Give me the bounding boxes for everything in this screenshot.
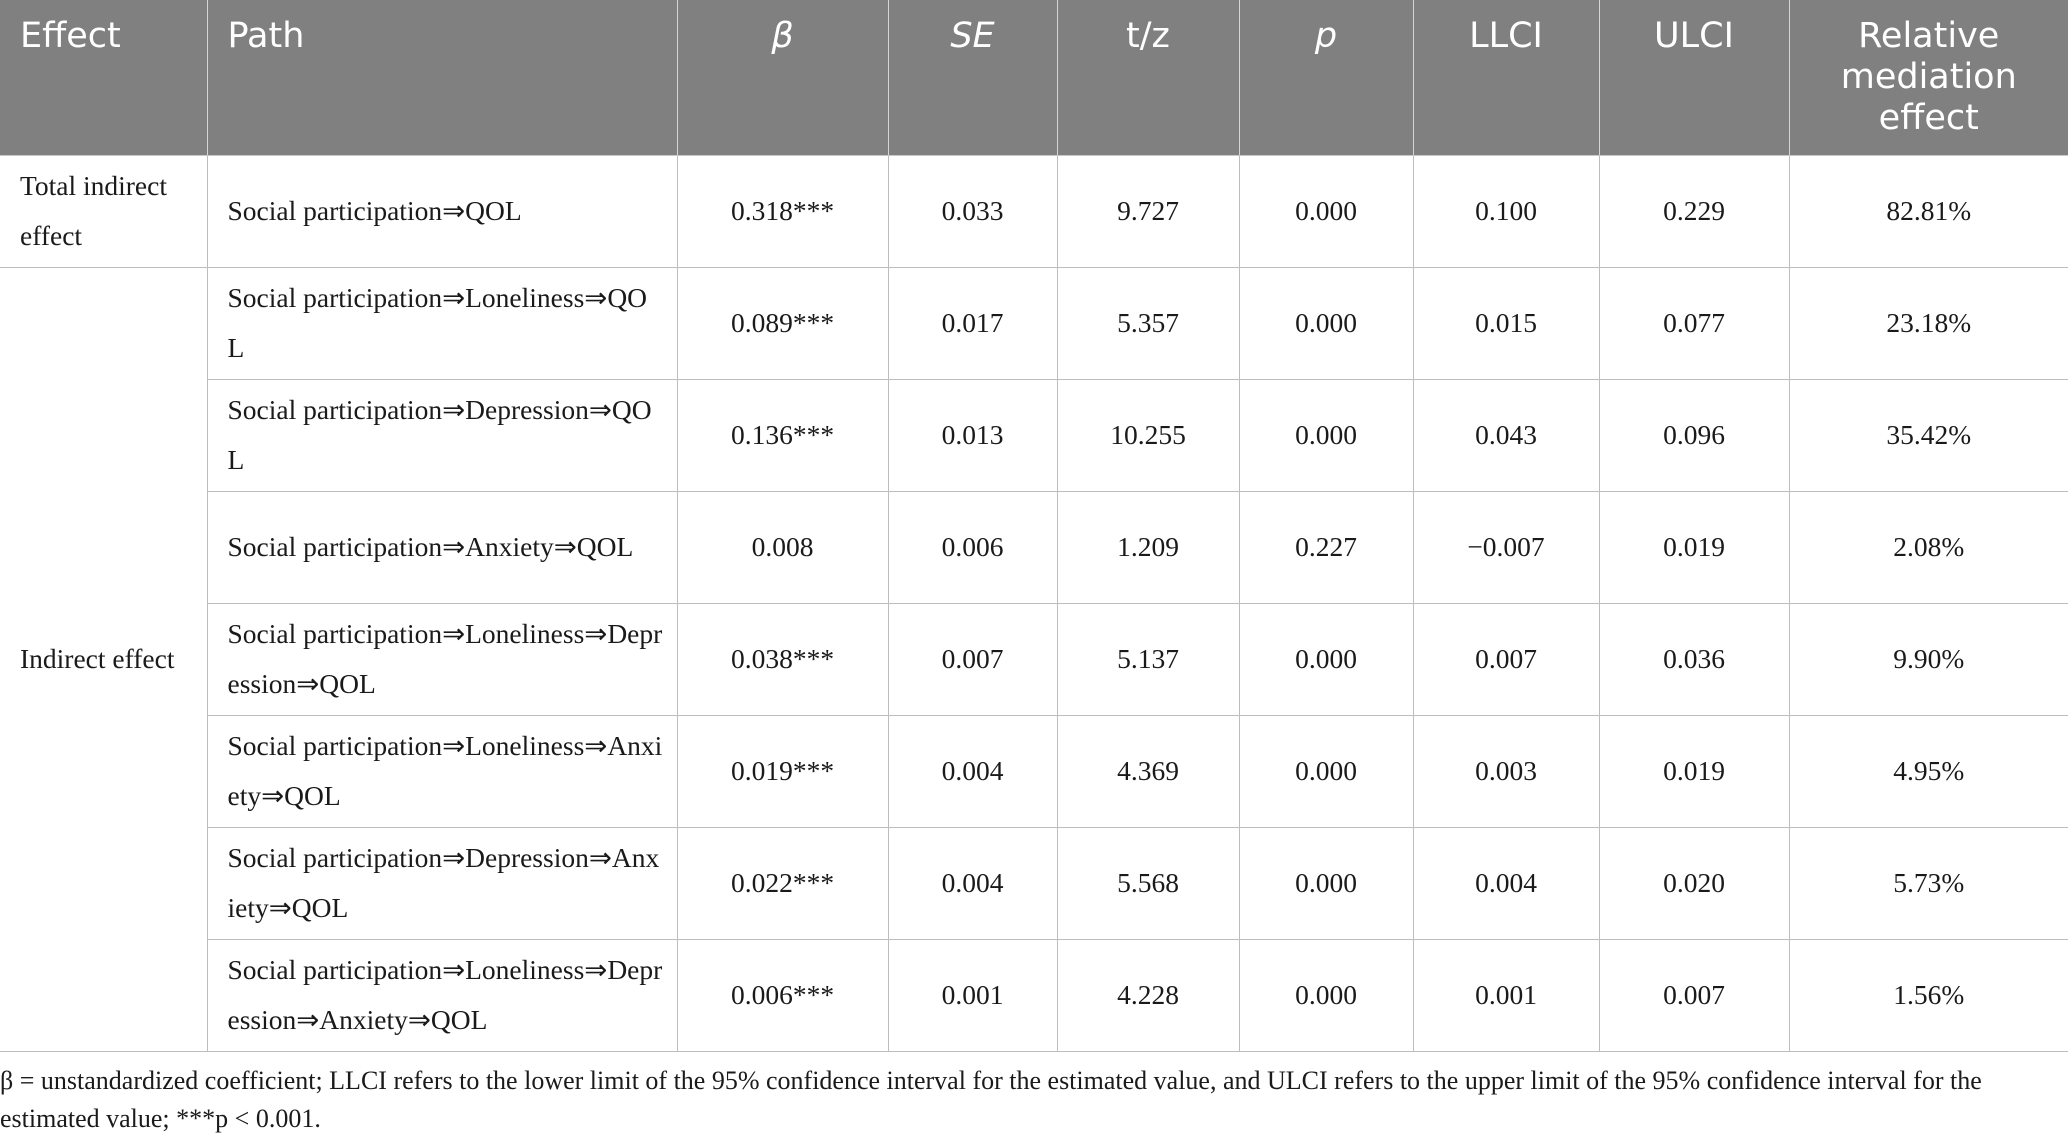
table-body — [0, 155, 2068, 1051]
beta-cell: 0.006*** — [677, 939, 888, 1051]
path-cell: Social participation⇒Anxiety⇒QOL — [207, 491, 677, 603]
tz-cell: 5.137 — [1057, 603, 1239, 715]
ulci-cell: 0.019 — [1599, 491, 1789, 603]
beta-cell: 0.008 — [677, 491, 888, 603]
llci-cell: −0.007 — [1413, 491, 1599, 603]
path-cell: Social participation⇒QOL — [207, 155, 677, 267]
beta-cell: 0.038*** — [677, 603, 888, 715]
ulci-cell: 0.229 — [1599, 155, 1789, 267]
header-beta-label: β — [771, 16, 794, 56]
table-row — [0, 603, 2068, 715]
table-row — [0, 939, 2068, 1051]
tz-cell: 9.727 — [1057, 155, 1239, 267]
table-row — [0, 155, 2068, 267]
llci-cell: 0.007 — [1413, 603, 1599, 715]
se-cell: 0.001 — [888, 939, 1057, 1051]
path-cell: Social participation⇒Depression⇒Anxiety⇒QOL — [207, 827, 677, 939]
table-row — [0, 379, 2068, 491]
ulci-cell: 0.036 — [1599, 603, 1789, 715]
relative-effect-cell: 2.08% — [1789, 491, 2068, 603]
table-footnote: β = unstandardized coefficient; LLCI refers to the lower limit of the 95% confidence interval for the estimated value, and ULCI refers to the upper limit of the 95% confidence interval for the estimated value; ***p < 0.001. — [0, 1066, 1982, 1133]
beta-cell: 0.019*** — [677, 715, 888, 827]
header-se-label: SE — [950, 16, 995, 56]
llci-cell: 0.004 — [1413, 827, 1599, 939]
beta-cell: 0.136*** — [677, 379, 888, 491]
effect-cell-total: Total indirect effect — [0, 155, 207, 267]
ulci-cell: 0.019 — [1599, 715, 1789, 827]
beta-cell: 0.022*** — [677, 827, 888, 939]
effect-cell-indirect: Indirect effect — [0, 267, 207, 1051]
header-llci: LLCI — [1413, 0, 1599, 155]
table-row — [0, 491, 2068, 603]
relative-effect-cell: 4.95% — [1789, 715, 2068, 827]
table-header — [0, 0, 2068, 155]
se-cell: 0.013 — [888, 379, 1057, 491]
p-cell: 0.000 — [1239, 379, 1413, 491]
se-cell: 0.004 — [888, 827, 1057, 939]
p-cell: 0.227 — [1239, 491, 1413, 603]
header-p — [1239, 0, 1413, 155]
relative-effect-cell: 5.73% — [1789, 827, 2068, 939]
table-row — [0, 715, 2068, 827]
path-cell: Social participation⇒Depression⇒QOL — [207, 379, 677, 491]
tz-cell: 10.255 — [1057, 379, 1239, 491]
relative-effect-cell: 35.42% — [1789, 379, 2068, 491]
llci-cell: 0.001 — [1413, 939, 1599, 1051]
p-cell: 0.000 — [1239, 939, 1413, 1051]
relative-effect-cell: 23.18% — [1789, 267, 2068, 379]
tz-cell: 5.568 — [1057, 827, 1239, 939]
header-t-z: t/z — [1057, 0, 1239, 155]
ulci-cell: 0.020 — [1599, 827, 1789, 939]
se-cell: 0.033 — [888, 155, 1057, 267]
tz-cell: 4.228 — [1057, 939, 1239, 1051]
ulci-cell: 0.096 — [1599, 379, 1789, 491]
path-cell: Social participation⇒Loneliness⇒QOL — [207, 267, 677, 379]
header-se — [888, 0, 1057, 155]
path-cell: Social participation⇒Loneliness⇒Depression⇒Anxiety⇒QOL — [207, 939, 677, 1051]
path-cell: Social participation⇒Loneliness⇒Depression⇒QOL — [207, 603, 677, 715]
ulci-cell: 0.077 — [1599, 267, 1789, 379]
ulci-cell: 0.007 — [1599, 939, 1789, 1051]
header-row — [0, 0, 2068, 155]
llci-cell: 0.003 — [1413, 715, 1599, 827]
p-cell: 0.000 — [1239, 603, 1413, 715]
header-ulci: ULCI — [1599, 0, 1789, 155]
p-cell: 0.000 — [1239, 155, 1413, 267]
path-cell: Social participation⇒Loneliness⇒Anxiety⇒QOL — [207, 715, 677, 827]
p-cell: 0.000 — [1239, 267, 1413, 379]
header-p-label: p — [1314, 16, 1338, 56]
header-beta — [677, 0, 888, 155]
header-effect: Effect — [0, 0, 207, 155]
se-cell: 0.007 — [888, 603, 1057, 715]
tz-cell: 4.369 — [1057, 715, 1239, 827]
header-path: Path — [207, 0, 677, 155]
relative-effect-cell: 1.56% — [1789, 939, 2068, 1051]
table-row — [0, 827, 2068, 939]
p-cell: 0.000 — [1239, 827, 1413, 939]
llci-cell: 0.043 — [1413, 379, 1599, 491]
llci-cell: 0.015 — [1413, 267, 1599, 379]
beta-cell: 0.318*** — [677, 155, 888, 267]
se-cell: 0.004 — [888, 715, 1057, 827]
relative-effect-cell: 9.90% — [1789, 603, 2068, 715]
se-cell: 0.006 — [888, 491, 1057, 603]
tz-cell: 5.357 — [1057, 267, 1239, 379]
table-row — [0, 267, 2068, 379]
header-relative-mediation-effect: Relative mediation effect — [1789, 0, 2068, 155]
relative-effect-cell: 82.81% — [1789, 155, 2068, 267]
llci-cell: 0.100 — [1413, 155, 1599, 267]
se-cell: 0.017 — [888, 267, 1057, 379]
tz-cell: 1.209 — [1057, 491, 1239, 603]
p-cell: 0.000 — [1239, 715, 1413, 827]
beta-cell: 0.089*** — [677, 267, 888, 379]
